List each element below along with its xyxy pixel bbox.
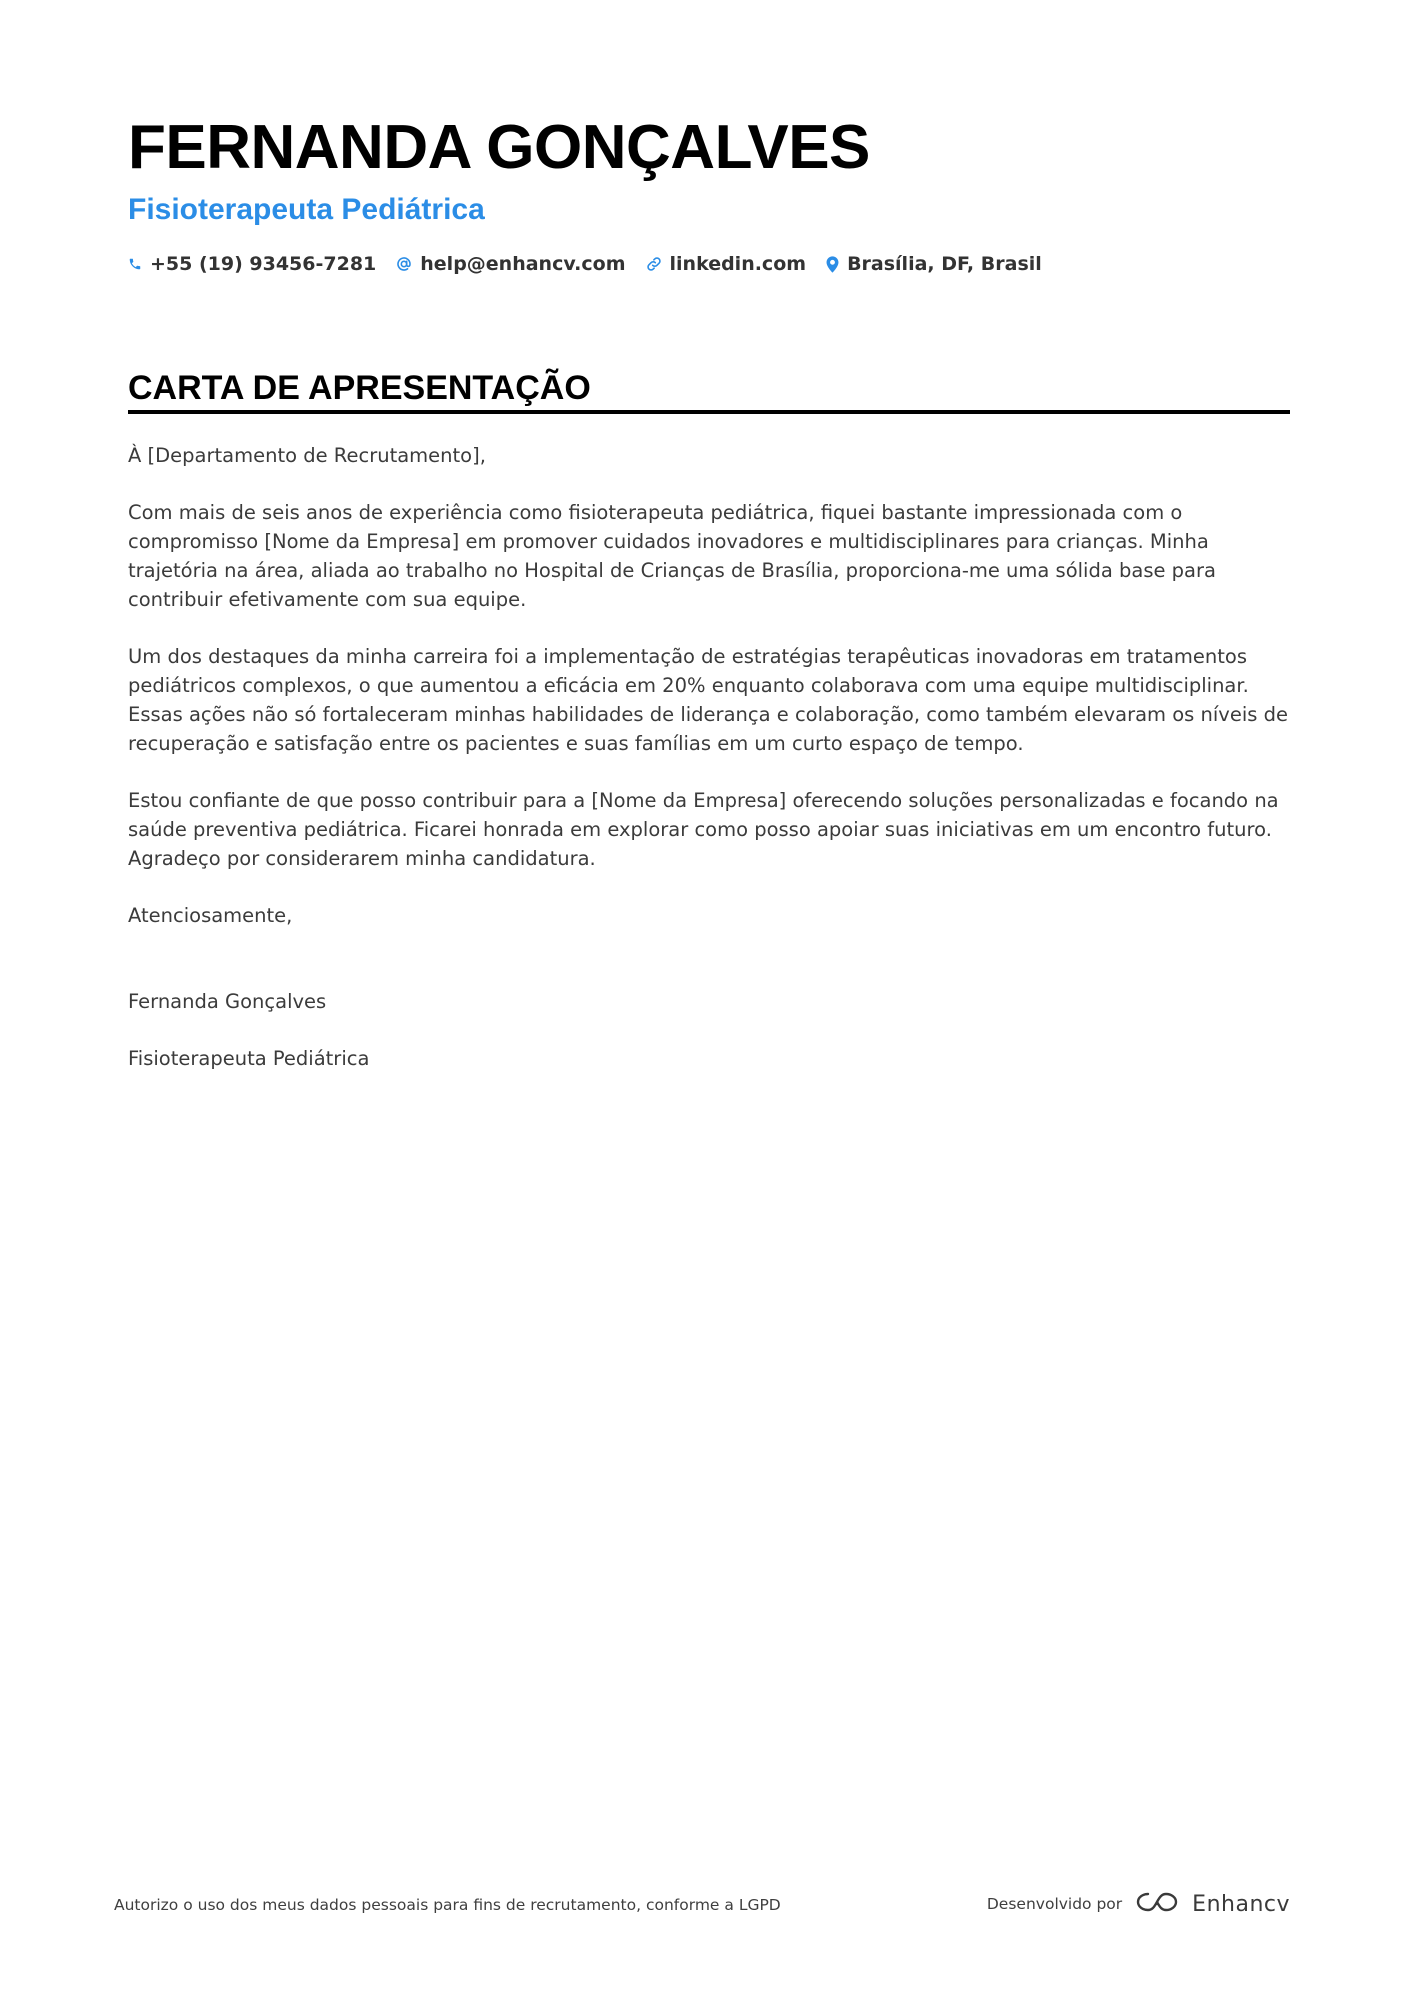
salutation: À [Departamento de Recrutamento], bbox=[128, 444, 486, 467]
brand-name: Enhancv bbox=[1192, 1891, 1290, 1917]
phone-icon bbox=[128, 256, 142, 272]
footer-consent: Autorizo o uso dos meus dados pessoais para fins de recrutamento, conforme a LGPD bbox=[114, 1896, 781, 1914]
contact-bar bbox=[128, 253, 1042, 275]
email-text: help@enhancv.com bbox=[420, 253, 626, 275]
footer-brand[interactable] bbox=[987, 1890, 1290, 1918]
section-title: CARTA DE APRESENTAÇÃO bbox=[128, 369, 591, 407]
enhancv-logo[interactable] bbox=[1134, 1890, 1290, 1918]
section-divider bbox=[128, 410, 1290, 414]
paragraph-3: Estou confiante de que posso contribuir para a [Nome da Empresa] oferecendo soluções personalizadas e focando na saúde preventiva pediátrica. Ficarei honrada em explorar como posso apoiar suas iniciativas em um encontro futuro. Agradeço por considerarem minha candidatura. bbox=[128, 789, 1279, 870]
powered-by-label: Desenvolvido por bbox=[986, 1895, 1123, 1913]
paragraph-2: Um dos destaques da minha carreira foi a implementação de estratégias terapêuticas inovadoras em tratamentos pediátricos complexos, o que aumentou a eficácia em 20% enquanto colaborava com uma equipe multidisciplinar. Essas ações não só fortaleceram minhas habilidades de liderança e colaboração, como também elevaram os níveis de recuperação e satisfação entre os pacientes e suas famílias em um curto espaço de tempo. bbox=[128, 645, 1288, 755]
contact-location bbox=[826, 253, 1042, 275]
link-icon bbox=[646, 256, 662, 272]
closing: Atenciosamente, bbox=[128, 904, 293, 927]
job-title: Fisioterapeuta Pediátrica bbox=[128, 193, 485, 226]
contact-email[interactable] bbox=[396, 253, 625, 275]
letter-body bbox=[128, 441, 1293, 1101]
contact-phone[interactable] bbox=[128, 253, 376, 275]
candidate-name: FERNANDA GONÇALVES bbox=[128, 113, 870, 182]
paragraph-1: Com mais de seis anos de experiência como fisioterapeuta pediátrica, fiquei bastante impressionada com o compromisso [Nome da Empresa] em promover cuidados inovadores e multidisciplinares para crianças. Minha trajetória na área, aliada ao trabalho no Hospital de Crianças de Brasília, proporciona-me uma sólida base para contribuir efetivamente com sua equipe. bbox=[128, 501, 1216, 611]
location-pin-icon bbox=[826, 256, 839, 273]
link-text: linkedin.com bbox=[669, 253, 807, 275]
at-icon bbox=[396, 256, 412, 272]
signature-name: Fernanda Gonçalves bbox=[128, 990, 327, 1013]
location-text: Brasília, DF, Brasil bbox=[847, 253, 1042, 275]
enhancv-logo-icon bbox=[1134, 1890, 1180, 1918]
phone-text: +55 (19) 93456-7281 bbox=[150, 253, 377, 275]
contact-link[interactable] bbox=[646, 253, 807, 275]
signature-title: Fisioterapeuta Pediátrica bbox=[128, 1047, 370, 1070]
